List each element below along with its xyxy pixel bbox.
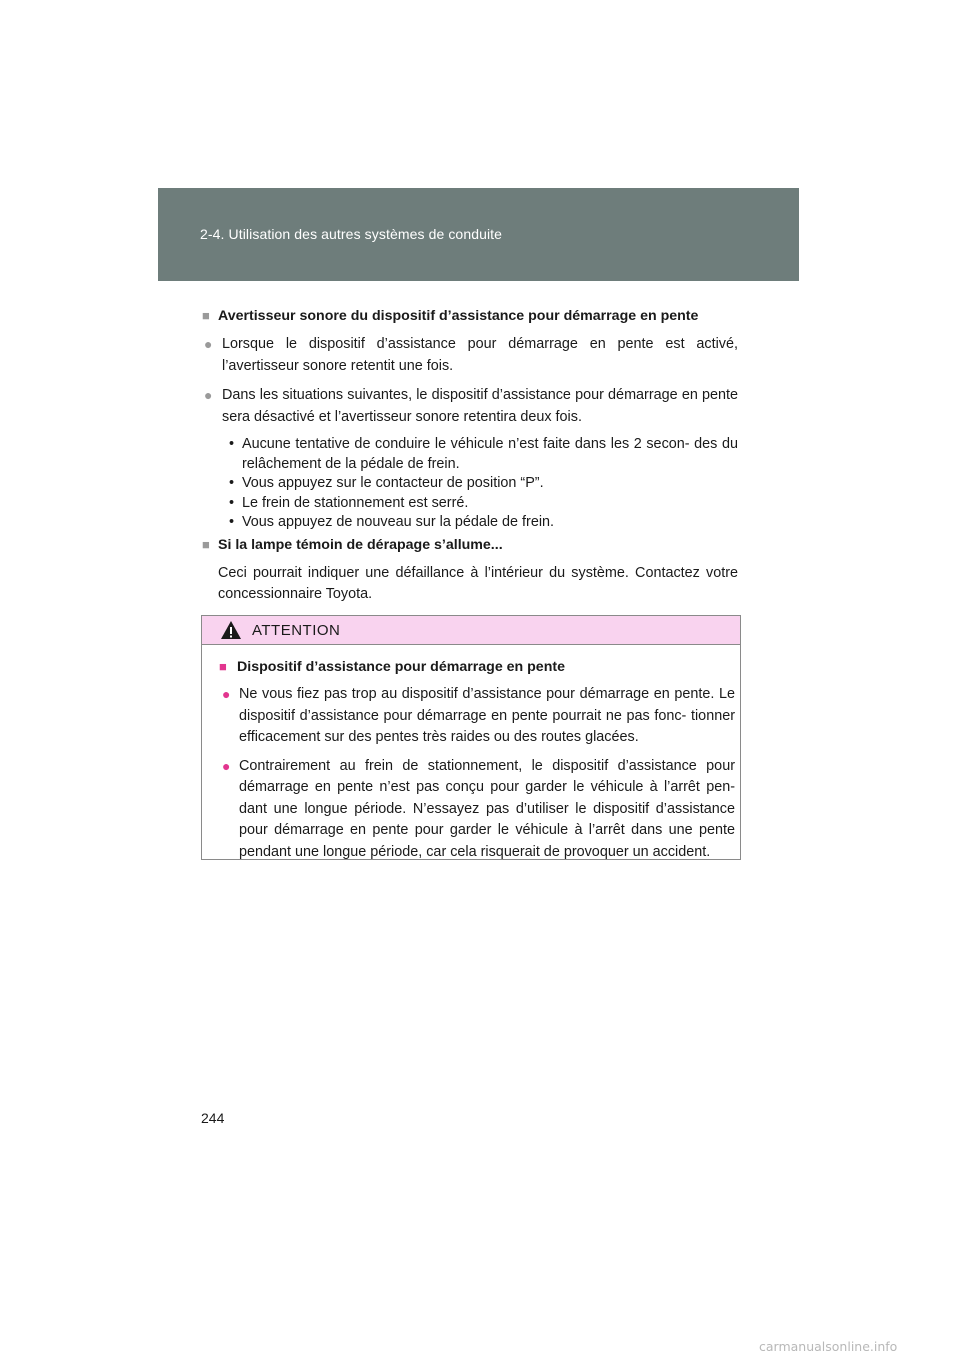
- sub-list-item: • Vous appuyez sur le contacteur de position “P”.: [226, 474, 738, 494]
- sub-list-item: • Le frein de stationnement est serré.: [226, 494, 738, 514]
- main-content: [202, 306, 738, 606]
- dot-bullet-icon: •: [229, 436, 235, 452]
- dot-bullet-icon: •: [229, 475, 235, 491]
- caution-list-item: ● Ne vous fiez pas trop au dispositif d’assistance pour démarrage en pente. Le dispositif d’assistance pour démarrage en pente pourrait ne pas fonc- tionner efficacement sur des pentes très raides ou des routes glacées.: [219, 684, 735, 749]
- caution-list-item: ● Contrairement au frein de stationnement, le dispositif d’assistance pour démarrage en pente n’est pas conçu pour garder le véhicule à l’arrêt pen- dant une longue période. N’essayez pas d’utiliser le dispositif d’assistance pour démarrage en pente pour garder le véhicule à l’arrêt dans une pente pendant une longue période, car cela risquerait de provoquer un accident.: [219, 756, 735, 864]
- sub-list: [226, 435, 738, 533]
- square-bullet-icon: ■: [202, 536, 210, 552]
- circle-bullet-icon: ●: [204, 336, 213, 352]
- caution-heading-text: Dispositif d’assistance pour démarrage en pente: [237, 659, 565, 675]
- circle-bullet-icon: ●: [222, 757, 231, 774]
- list-item: ● Dans les situations suivantes, le dispositif d’assistance pour démarrage en pente sera désactivé et l’avertisseur sonore retentira deux fois.: [204, 387, 738, 425]
- paragraph: Ceci pourrait indiquer une défaillance à l’intérieur du système. Contactez votre concessionnaire Toyota.: [218, 564, 738, 602]
- dot-bullet-icon: •: [229, 514, 235, 530]
- caution-body: [202, 645, 740, 863]
- page-number: 244: [201, 1110, 225, 1126]
- caution-header: [202, 616, 740, 645]
- watermark: carmanualsonline.info: [759, 1339, 898, 1354]
- section-heading-hill-assist-buzzer: [202, 306, 738, 326]
- chapter-title: 2-4. Utilisation des autres systèmes de conduite: [200, 226, 503, 242]
- chapter-header-band: [158, 188, 799, 281]
- section-heading-text: Avertisseur sonore du dispositif d’assistance pour démarrage en pente: [218, 308, 699, 324]
- section-heading-text: Si la lampe témoin de dérapage s’allume...: [218, 536, 503, 553]
- list-item: ● Lorsque le dispositif d’assistance pour démarrage en pente est activé, l’avertisseur sonore retentit une fois.: [204, 336, 738, 374]
- circle-bullet-icon: ●: [222, 686, 231, 702]
- dot-bullet-icon: •: [229, 494, 235, 511]
- section-heading-slip-indicator: [202, 535, 738, 555]
- caution-box: [201, 615, 741, 860]
- square-bullet-icon: ■: [202, 308, 210, 323]
- caution-heading: [219, 657, 735, 677]
- warning-triangle-icon: [220, 620, 242, 640]
- circle-bullet-icon: ●: [204, 387, 213, 403]
- sub-list-item: • Aucune tentative de conduire le véhicule n’est faite dans les 2 secon- des du relâchement de la pédale de frein.: [226, 435, 738, 474]
- caution-title: ATTENTION: [252, 621, 341, 639]
- square-bullet-icon: ■: [219, 659, 227, 674]
- sub-list-item: • Vous appuyez de nouveau sur la pédale de frein.: [226, 513, 738, 533]
